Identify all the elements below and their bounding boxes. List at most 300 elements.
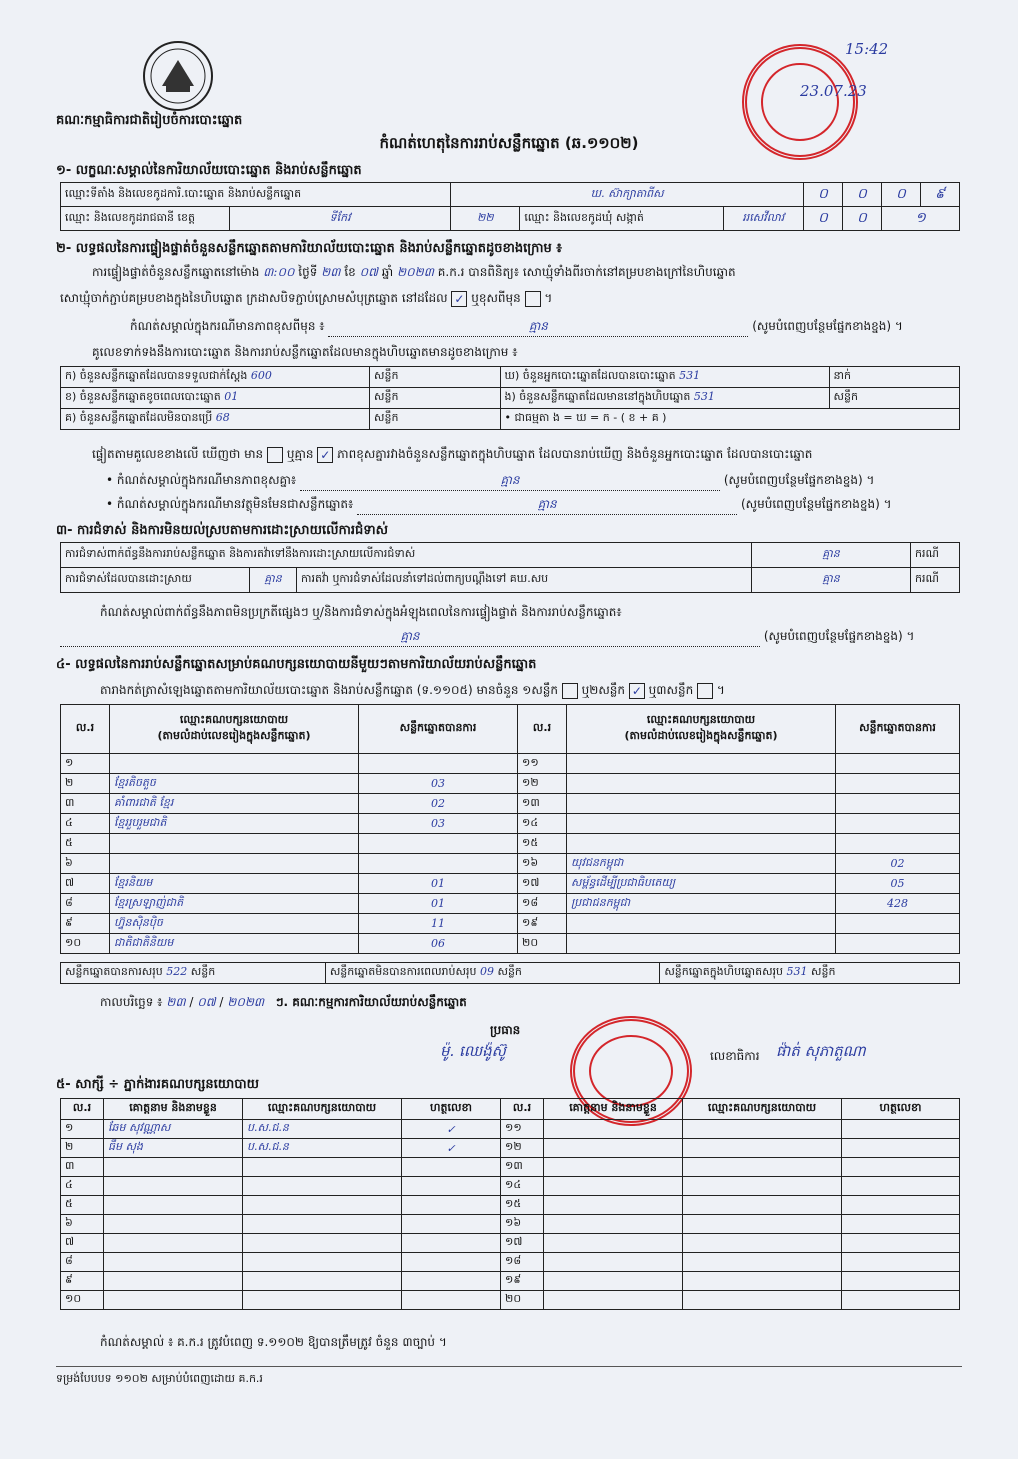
- ballot-counts-table: [60, 366, 960, 430]
- witness-signature: [402, 1272, 501, 1291]
- station-name-label: ឈ្មោះទីតាំង និងលេខកូដការិ.បោះឆ្នោត និងរាប់សន្លឹកឆ្នោត: [61, 183, 451, 207]
- unit: សន្លឹក: [370, 367, 501, 388]
- witness-name: [544, 1234, 683, 1253]
- note-discrepancy-value: គ្មាន: [300, 472, 720, 491]
- secretary-signature: ផ៉ាត់ សុភាតួណា: [776, 1042, 866, 1060]
- witness-signature: [842, 1177, 960, 1196]
- witness-name: [104, 1234, 243, 1253]
- witness-party: ប.ស.ជ.ន: [243, 1120, 402, 1139]
- complaint-value: គ្មាន: [752, 543, 911, 568]
- witness-party: [243, 1177, 402, 1196]
- text: ៗ. គណៈកម្មការការិយាល័យរាប់សន្លឹកឆ្នោត: [275, 995, 467, 1009]
- witness-row: [61, 1196, 960, 1215]
- commune-code-digit: ១: [882, 207, 960, 231]
- result-row: [61, 834, 960, 854]
- witness-signature: [402, 1158, 501, 1177]
- witness-number: ៣: [61, 1158, 104, 1177]
- text: ឬ៣សន្លឹក: [648, 683, 694, 697]
- text: សន្លឹក: [497, 965, 522, 978]
- party-name: [110, 834, 359, 854]
- count-value: 01: [224, 390, 239, 403]
- count-value: 531: [693, 390, 715, 403]
- verification-time: ៣:០០: [263, 265, 295, 279]
- result-row: [61, 774, 960, 794]
- witness-signature: [402, 1291, 501, 1310]
- party-votes: [359, 834, 518, 854]
- section-2-heading: ២- លទ្ធផលនៃការផ្ទៀងផ្ទាត់ចំនួនសន្លឹកឆ្នោតតាមការិយាល័យបោះឆ្នោត និងរាប់សន្លឹកឆ្នោតដូចខាងក្រោម ៖: [56, 241, 562, 256]
- witness-row: [61, 1158, 960, 1177]
- witness-party: [243, 1272, 402, 1291]
- text: ឬ២សន្លឹក: [581, 683, 626, 697]
- witness-name: [544, 1120, 683, 1139]
- witness-signature: [842, 1158, 960, 1177]
- witness-signature: [842, 1234, 960, 1253]
- witness-name: [104, 1253, 243, 1272]
- party-number: ៩: [61, 914, 110, 934]
- text: ឃ) ចំនួនអ្នកបោះឆ្នោតដែលបានបោះឆ្នោត: [504, 369, 676, 382]
- text: សន្លឹកឆ្នោតបានការសរុប: [65, 965, 163, 978]
- witness-party: [683, 1215, 842, 1234]
- witness-signature: [402, 1253, 501, 1272]
- witness-signature: [842, 1139, 960, 1158]
- result-row: [61, 874, 960, 894]
- party-votes: [836, 914, 960, 934]
- date-year: ២០២៣: [227, 995, 265, 1009]
- station-info-table: [60, 182, 960, 231]
- party-votes: 03: [359, 814, 518, 834]
- witness-number: ១៤: [501, 1177, 544, 1196]
- party-votes: [836, 794, 960, 814]
- tally-sheet-count: តារាងកត់ត្រាសំឡេងឆ្នោតតាមការិយាល័យបោះឆ្នោត និងរាប់សន្លឹកឆ្នោត (ទ.១១០៥) មានចំនួន ១សន្លឹក ឬ២សន្លឹក ✓ ឬ៣សន្លឹក ។: [100, 683, 725, 698]
- witness-party: [243, 1196, 402, 1215]
- verification-line-1: [92, 264, 962, 282]
- note-foreign-object: [106, 496, 962, 515]
- section-1-heading: ១- លក្ខណៈសម្គាល់នៃការិយាល័យបោះឆ្នោត និងរាប់សន្លឹកឆ្នោត: [56, 163, 362, 178]
- total-valid: [61, 963, 326, 984]
- witness-party: [683, 1234, 842, 1253]
- witness-signature: [842, 1253, 960, 1272]
- verification-line-2: សោឃ្មុំចាក់ភ្ជាប់គម្របខាងក្នុងនៃហិបឆ្នោត ក្រដាសបិទភ្ជាប់ស្រោមសំបុត្រឆ្នោត នៅដដែល ✓ ឬខុសពីមុន ។: [60, 291, 553, 306]
- party-votes: [836, 774, 960, 794]
- total-invalid-value: 09: [479, 965, 494, 978]
- witness-name: [544, 1253, 683, 1272]
- party-name: [110, 754, 359, 774]
- total-invalid: [325, 963, 659, 984]
- witness-party: [243, 1215, 402, 1234]
- text: គ) ចំនួនសន្លឹកឆ្នោតដែលមិនបានប្រើ: [65, 411, 213, 424]
- text: គ.ក.រ បានពិនិត្យ៖ សោឃ្មុំទាំងពីរចាក់នៅគម្របខាងក្រៅនៃហិបឆ្នោត: [437, 265, 736, 279]
- witness-number: ១: [61, 1120, 104, 1139]
- result-row: [61, 934, 960, 954]
- witness-row: [61, 1234, 960, 1253]
- party-votes: 02: [836, 854, 960, 874]
- party-number: ២: [61, 774, 110, 794]
- party-name: [567, 834, 836, 854]
- appeal-label: ការតវ៉ា ឬការជំទាស់ដែលនាំទៅដល់ពាក្យបណ្ដឹងទៅ គឃ.សប: [297, 568, 752, 593]
- ballot-count-row: [61, 367, 960, 388]
- station-code-digit: ០: [843, 183, 882, 207]
- witness-number: ២០: [501, 1291, 544, 1310]
- text: សន្លឹក: [811, 965, 836, 978]
- text: (តាមលំដាប់លេខរៀងក្នុងសន្លឹកឆ្នោត): [624, 729, 778, 742]
- witness-number: ១៩: [501, 1272, 544, 1291]
- note-difference: [130, 318, 962, 337]
- party-name: ជាតិជាតិនិយម: [110, 934, 359, 954]
- text: តារាងកត់ត្រាសំឡេងឆ្នោតតាមការិយាល័យបោះឆ្នោត និងរាប់សន្លឹកឆ្នោត (ទ.១១០៥) មានចំនួន ១សន្លឹក: [100, 683, 558, 697]
- party-votes: 05: [836, 874, 960, 894]
- party-number: ៤: [61, 814, 110, 834]
- witness-signature: [402, 1215, 501, 1234]
- total-in-box-value: 531: [786, 965, 808, 978]
- witness-number: ១៦: [501, 1215, 544, 1234]
- party-name: [567, 794, 836, 814]
- organization-name: គណៈកម្មាធិការជាតិរៀបចំការបោះឆ្នោត: [56, 113, 243, 128]
- party-votes: [359, 754, 518, 774]
- party-name: ខ្មែររួបរួមជាតិ: [110, 814, 359, 834]
- party-number: ១១: [518, 754, 567, 774]
- witness-name: [104, 1158, 243, 1177]
- text: (សូមបំពេញបន្ថែមផ្នែកខាងខ្នង) ។: [740, 497, 892, 511]
- witness-signature: [402, 1196, 501, 1215]
- party-number: ៥: [61, 834, 110, 854]
- text: ឈ្មោះគណបក្សនយោបាយ: [646, 713, 756, 726]
- text: • កំណត់សម្គាល់ក្នុងករណីមានភាពខុសគ្នា៖: [106, 473, 297, 487]
- note-foreign-object-value: គ្មាន: [357, 496, 737, 515]
- commune-code-digit: ០: [843, 207, 882, 231]
- verification-year: ២០២៣: [397, 265, 434, 279]
- party-number: ១៦: [518, 854, 567, 874]
- witness-row: [61, 1120, 960, 1139]
- party-votes: [359, 854, 518, 874]
- witness-number: ៤: [61, 1177, 104, 1196]
- results-table: [60, 704, 960, 954]
- col-party: ឈ្មោះគណបក្សនយោបាយ: [243, 1099, 402, 1120]
- witness-party: [683, 1120, 842, 1139]
- witness-party: [683, 1272, 842, 1291]
- secretary-label: លេខាធិការ: [710, 1049, 760, 1063]
- date-line: កាលបរិច្ឆេទ ៖ ២៣ / ០៧ / ២០២៣ ៗ. គណៈកម្មការការិយាល័យរាប់សន្លឹកឆ្នោត: [100, 995, 467, 1009]
- witness-number: ២: [61, 1139, 104, 1158]
- text: ឆ្នាំ: [381, 265, 394, 279]
- witness-number: ១០: [61, 1291, 104, 1310]
- text: សន្លឹក: [190, 965, 216, 978]
- witness-name: [544, 1196, 683, 1215]
- col-no: ល.រ: [61, 1099, 104, 1120]
- text: ក) ចំនួនសន្លឹកឆ្នោតដែលបានទទួលជាក់ស្ដែង: [65, 369, 248, 382]
- date-month: ០៧: [197, 995, 216, 1009]
- total-valid-value: 522: [166, 965, 188, 978]
- party-name: សម្ព័ន្ធដើម្បីប្រជាធិបតេយ្យ: [567, 874, 836, 894]
- party-number: ២០: [518, 934, 567, 954]
- irregularities-note: កំណត់សម្គាល់ពាក់ព័ន្ធនឹងភាពមិនប្រក្រតីផ្សេងៗ ឬ/និងការជំទាស់ក្នុងអំឡុងពេលនៃការផ្ទៀងផ្ទាត់ និងការរាប់សន្លឹកឆ្នោត៖: [100, 605, 622, 619]
- count-value: 531: [679, 369, 701, 382]
- col-sign: ហត្ថលេខា: [842, 1099, 960, 1120]
- witness-signature: [842, 1196, 960, 1215]
- witness-number: ៨: [61, 1253, 104, 1272]
- total-in-box: [660, 963, 960, 984]
- witness-table: [60, 1098, 960, 1310]
- result-row: [61, 814, 960, 834]
- witness-number: ៧: [61, 1234, 104, 1253]
- form-footer: ទម្រង់បែបបទ ១១០២ សម្រាប់បំពេញដោយ គ.ក.រ: [56, 1372, 263, 1385]
- party-name: យុវជនកម្ពុជា: [567, 854, 836, 874]
- party-number: ១៣: [518, 794, 567, 814]
- complaints-table: [60, 542, 960, 593]
- footnote: កំណត់សម្គាល់ ៖ គ.ក.រ ត្រូវបំពេញ ទ.១១០២ ឱ្យបានត្រឹមត្រូវ ចំនួន ៣ច្បាប់ ។: [100, 1335, 447, 1349]
- party-votes: 11: [359, 914, 518, 934]
- station-name-value: ឃ. ស៊ាក្យាតាពីស: [451, 183, 804, 207]
- witness-name: [544, 1291, 683, 1310]
- witness-signature: ✓: [402, 1120, 501, 1139]
- party-number: ១៨: [518, 894, 567, 914]
- col-no: ល.រ: [518, 705, 567, 754]
- party-number: ៧: [61, 874, 110, 894]
- witness-party: [683, 1291, 842, 1310]
- witness-number: ១៥: [501, 1196, 544, 1215]
- province-code: ២២: [451, 207, 520, 231]
- witness-number: ១៨: [501, 1253, 544, 1272]
- ballot-count-row: [61, 388, 960, 409]
- results-totals: [60, 962, 960, 984]
- result-row: [61, 794, 960, 814]
- col-party: [110, 705, 359, 754]
- party-name: ខ្មែរតិចតួច: [110, 774, 359, 794]
- stamp-date-note: 23.07.23: [800, 82, 867, 100]
- party-number: ១៤: [518, 814, 567, 834]
- party-number: ៦: [61, 854, 110, 874]
- has-difference-checkbox[interactable]: [267, 447, 283, 463]
- section-5-heading: ៥- សាក្សី ÷ ភ្នាក់ងារគណបក្សនយោបាយ: [56, 1077, 259, 1092]
- witness-row: [61, 1291, 960, 1310]
- date-day: ២៣: [166, 995, 186, 1009]
- resolved-label: ការជំទាស់ដែលបានដោះស្រាយ: [61, 568, 250, 593]
- witness-party: [243, 1234, 402, 1253]
- party-votes: 01: [359, 894, 518, 914]
- text: ឈ្មោះគណបក្សនយោបាយ: [179, 713, 289, 726]
- irregularities-note-line: [60, 628, 962, 647]
- witness-party: [243, 1158, 402, 1177]
- unit: ករណី: [911, 568, 960, 593]
- text: • កំណត់សម្គាល់ក្នុងករណីមានវត្ថុមិនមែនជាសន្លឹកឆ្នោត៖: [106, 497, 354, 511]
- party-name: [567, 914, 836, 934]
- commune-value: ររសេវីលាវ: [723, 207, 804, 231]
- witness-signature: [842, 1120, 960, 1139]
- witness-party: [683, 1177, 842, 1196]
- chair-signature: ម៉ូ. ឈេង៉ូស៊ូ: [440, 1042, 506, 1060]
- text: ការផ្ទៀងផ្ទាត់ចំនួនសន្លឹកឆ្នោតនៅម៉ោង: [92, 265, 260, 279]
- text: ភាពខុសគ្នារវាងចំនួនសន្លឹកឆ្នោតក្នុងហិបឆ្នោត ដែលបានរាប់ឃើញ និងចំនួនអ្នកបោះឆ្នោត ដែលបានបោះឆ្នោត: [337, 447, 813, 461]
- section-3-heading: ៣- ការជំទាស់ និងការមិនយល់ស្របតាមការដោះស្រាយលើការជំទាស់: [56, 523, 388, 538]
- text: ផ្ទៀតតាមគួលេខខាងលើ ឃើញថា មាន: [92, 447, 264, 461]
- party-number: ៣: [61, 794, 110, 814]
- station-code-digit: ៩: [921, 183, 960, 207]
- witness-name: [544, 1139, 683, 1158]
- party-name: [110, 854, 359, 874]
- witness-name: [544, 1272, 683, 1291]
- party-votes: [836, 934, 960, 954]
- party-votes: [836, 754, 960, 774]
- col-party: ឈ្មោះគណបក្សនយោបាយ: [683, 1099, 842, 1120]
- witness-signature: [402, 1177, 501, 1196]
- section-4-heading: ៤- លទ្ធផលនៃការរាប់សន្លឹកឆ្នោតសម្រាប់គណបក្សនយោបាយនីមួយៗតាមការិយាល័យរាប់សន្លឹកឆ្នោត: [56, 657, 537, 672]
- party-name: គាំពារជាតិ ខ្មែរ: [110, 794, 359, 814]
- party-votes: 06: [359, 934, 518, 954]
- province-value: ទីកែវ: [230, 207, 451, 231]
- witness-row: [61, 1177, 960, 1196]
- complaint-label: ការជំទាស់ពាក់ព័ន្ធនឹងការរាប់សន្លឹកឆ្នោត និងការតវ៉ាទៅនឹងការដោះស្រាយលើការជំទាស់: [61, 543, 752, 568]
- irregularities-note-value: គ្មាន: [60, 628, 760, 647]
- witness-number: ១១: [501, 1120, 544, 1139]
- witness-number: ១៣: [501, 1158, 544, 1177]
- witness-name: [544, 1215, 683, 1234]
- party-number: ១០: [61, 934, 110, 954]
- party-number: ១៧: [518, 874, 567, 894]
- witness-party: [683, 1158, 842, 1177]
- party-name: [567, 934, 836, 954]
- party-votes: [836, 814, 960, 834]
- witness-number: ៥: [61, 1196, 104, 1215]
- commune-label: ឈ្មោះ និងលេខកូដឃុំ សង្កាត់: [520, 207, 723, 231]
- witness-signature: ✓: [402, 1139, 501, 1158]
- party-number: ១៥: [518, 834, 567, 854]
- province-label: ឈ្មោះ និងលេខកូដរាជធានី ខេត្ត: [61, 207, 230, 231]
- text: សន្លឹកឆ្នោតមិនបានការពេលរាប់សរុប: [329, 965, 477, 978]
- party-name: ប្រជាជនកម្ពុជា: [567, 894, 836, 914]
- witness-name: [104, 1215, 243, 1234]
- party-name: [567, 814, 836, 834]
- counts-intro: គូលេខទាក់ទងនឹងការបោះឆ្នោត និងការរាប់សន្លឹកឆ្នោតដែលមានក្នុងហិបឆ្នោតមានដូចខាងក្រោម ៖: [92, 345, 518, 359]
- chair-label: ប្រធាន: [490, 1023, 521, 1037]
- note-difference-value: គ្មាន: [328, 318, 748, 337]
- result-row: [61, 894, 960, 914]
- witness-party: [683, 1196, 842, 1215]
- witness-signature: [842, 1215, 960, 1234]
- witness-party: [243, 1253, 402, 1272]
- col-sign: ហត្ថលេខា: [402, 1099, 501, 1120]
- unit: ករណី: [911, 543, 960, 568]
- changed-checkbox[interactable]: [525, 291, 541, 307]
- party-name: ខ្មែរស្រឡាញ់ជាតិ: [110, 894, 359, 914]
- party-name: ខ្មែរនិយម: [110, 874, 359, 894]
- party-name: [567, 774, 836, 794]
- col-party: [567, 705, 836, 754]
- document-title: កំណត់ហេតុនៃការរាប់សន្លឹកឆ្នោត (ឆ.១១០២): [379, 134, 639, 152]
- party-number: ៨: [61, 894, 110, 914]
- witness-row: [61, 1215, 960, 1234]
- witness-name: ធឹម សុង: [104, 1139, 243, 1158]
- party-number: ១២: [518, 774, 567, 794]
- witness-signature: [842, 1291, 960, 1310]
- unit: សន្លឹក: [370, 388, 501, 409]
- witness-row: [61, 1272, 960, 1291]
- result-row: [61, 754, 960, 774]
- col-no: ល.រ: [61, 705, 110, 754]
- witness-party: [243, 1291, 402, 1310]
- count-value: 600: [250, 369, 272, 382]
- party-name: [567, 754, 836, 774]
- party-number: ១៩: [518, 914, 567, 934]
- difference-line: [92, 446, 962, 464]
- witness-signature: [842, 1272, 960, 1291]
- verification-day: ២៣: [321, 265, 341, 279]
- result-row: [61, 914, 960, 934]
- text: ខ) ចំនួនសន្លឹកឆ្នោតខូចពេលបោះឆ្នោត: [65, 390, 221, 403]
- party-name: ហ្វ៊ុនស៊ិនប៉ិច: [110, 914, 359, 934]
- witness-number: ១២: [501, 1139, 544, 1158]
- witness-party: [683, 1139, 842, 1158]
- party-votes: 02: [359, 794, 518, 814]
- witness-name: [104, 1291, 243, 1310]
- party-votes: 01: [359, 874, 518, 894]
- col-name: គោត្តនាម និងនាមខ្លួន: [104, 1099, 243, 1120]
- station-code-digit: ០: [804, 183, 843, 207]
- text: ថ្ងៃទី: [298, 265, 318, 279]
- unit: សន្លឹក: [829, 388, 960, 409]
- col-no: ល.រ: [501, 1099, 544, 1120]
- text: ឬខុសពីមុន: [471, 291, 521, 305]
- count-value: 68: [215, 411, 230, 424]
- party-number: ១: [61, 754, 110, 774]
- text: (សូមបំពេញបន្ថែមផ្នែកខាងខ្នង) ។: [752, 319, 903, 333]
- party-votes: 428: [836, 894, 960, 914]
- note-discrepancy: [106, 472, 962, 491]
- witness-row: [61, 1139, 960, 1158]
- no-difference-checkbox[interactable]: ✓: [317, 447, 333, 463]
- witness-number: ៦: [61, 1215, 104, 1234]
- verification-month: ០៧: [359, 265, 378, 279]
- text: (តាមលំដាប់លេខរៀងក្នុងសន្លឹកឆ្នោត): [157, 729, 311, 742]
- three-sheets-checkbox[interactable]: [697, 683, 713, 699]
- text: ឬគ្មាន: [286, 447, 314, 461]
- commune-code-digit: ០: [804, 207, 843, 231]
- ballot-count-row: [61, 409, 960, 430]
- witness-name: [104, 1272, 243, 1291]
- party-votes: [836, 834, 960, 854]
- text: កាលបរិច្ឆេទ: [100, 995, 154, 1009]
- witness-name: [104, 1177, 243, 1196]
- formula: • ជាធម្មតា ង = ឃ = ក - ( ខ + គ ): [504, 411, 667, 424]
- col-votes: សន្លឹកឆ្នោតបានការ: [359, 705, 518, 754]
- unit: សន្លឹក: [370, 409, 501, 430]
- resolved-value: គ្មាន: [250, 568, 297, 593]
- witness-name: [544, 1177, 683, 1196]
- two-sheets-checkbox[interactable]: ✓: [629, 683, 645, 699]
- witness-signature: [402, 1234, 501, 1253]
- col-name: គោត្តនាម និងនាមខ្លួន: [544, 1099, 683, 1120]
- one-sheet-checkbox[interactable]: [562, 683, 578, 699]
- nec-logo-icon: [140, 38, 216, 114]
- text: សោឃ្មុំចាក់ភ្ជាប់គម្របខាងក្នុងនៃហិបឆ្នោត ក្រដាសបិទភ្ជាប់ស្រោមសំបុត្រឆ្នោត នៅដដែល: [60, 291, 448, 305]
- text: កំណត់សម្គាល់ក្នុងករណីមានភាពខុសពីមុន ៖: [130, 319, 325, 333]
- text: (សូមបំពេញបន្ថែមផ្នែកខាងខ្នង) ។: [763, 629, 915, 643]
- witness-party: [683, 1253, 842, 1272]
- witness-number: ៩: [61, 1272, 104, 1291]
- text: សន្លឹកឆ្នោតក្នុងហិបឆ្នោតសរុប: [664, 965, 784, 978]
- text: (សូមបំពេញបន្ថែមផ្នែកខាងខ្នង) ។: [723, 473, 875, 487]
- station-code-digit: ០: [882, 183, 921, 207]
- appeal-value: គ្មាន: [752, 568, 911, 593]
- result-row: [61, 854, 960, 874]
- party-votes: 03: [359, 774, 518, 794]
- col-votes: សន្លឹកឆ្នោតបានការ: [836, 705, 960, 754]
- witness-name: [104, 1196, 243, 1215]
- witness-name: ឆែម សុវណ្ណាស: [104, 1120, 243, 1139]
- stamp-time-note: 15:42: [845, 40, 889, 58]
- unchanged-checkbox[interactable]: ✓: [451, 291, 467, 307]
- text: ខែ: [344, 265, 356, 279]
- text: ង) ចំនួនសន្លឹកឆ្នោតដែលមាននៅក្នុងហិបឆ្នោត: [504, 390, 691, 403]
- witness-number: ១៧: [501, 1234, 544, 1253]
